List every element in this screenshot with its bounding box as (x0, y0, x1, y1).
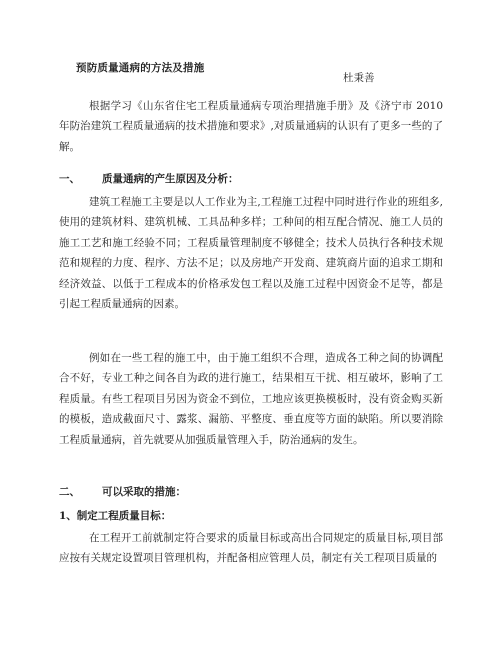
section-title: 可以采取的措施： (102, 486, 186, 498)
subsection-heading-1: 1、制定工程质量目标： (59, 510, 172, 522)
section-number: 一、 (59, 173, 80, 185)
section-heading-1 (59, 171, 239, 186)
section1-paragraph-2: 例如在一些工程的施工中，由于施工组织不合理，造成各工种之间的协调配合不好，专业工种之间各自为政的进行施工，结果相互干扰、相互破坏，影响了工程质量。有些工程项目另因为资金不到位，工地应该更换模板时，没有资金购买新的模板，造成截面尺寸、露浆、漏筋、平整度、垂直度等方面的缺陷。所以要消除工程质量通病，首先就要从加强质量管理入手，防治通病的发生。 (59, 352, 443, 446)
subsection1-paragraph: 在工程开工前就制定符合要求的质量目标或高出合同规定的质量目标,项目部应按有关规定设置项目管理机构，并配备相应管理人员，制定有关工程项目质量的 (59, 532, 443, 565)
document-title: 预防质量通病的方法及措施 (76, 62, 205, 74)
section-number: 二、 (59, 486, 80, 498)
section-title: 质量通病的产生原因及分析： (102, 173, 239, 185)
intro-paragraph: 根据学习《山东省住宅工程质量通病专项治理措施手册》及《济宁市 2010 年防治建筑工程质量通病的技术措施和要求》,对质量通病的认识有了更多一些的了解。 (59, 100, 443, 153)
section-heading-2 (59, 484, 186, 499)
document-author: 杜秉善 (343, 72, 375, 84)
section1-paragraph-1: 建筑工程施工主要是以人工作业为主,工程施工过程中同时进行作业的班组多,使用的建筑材料、建筑机械、工具品种多样；工种间的相互配合情况、施工人员的施工工艺和施工经验不同；工程质量管理制度不够健全；技术人员执行各种技术规范和规程的力度、程序、方法不足；以及房地产开发商、建筑商片面的追求工期和经济效益、以低于工程成本的价格承发包工程以及施工过程中因资金不足等，都是引起工程质量通病的因素。 (59, 196, 443, 311)
